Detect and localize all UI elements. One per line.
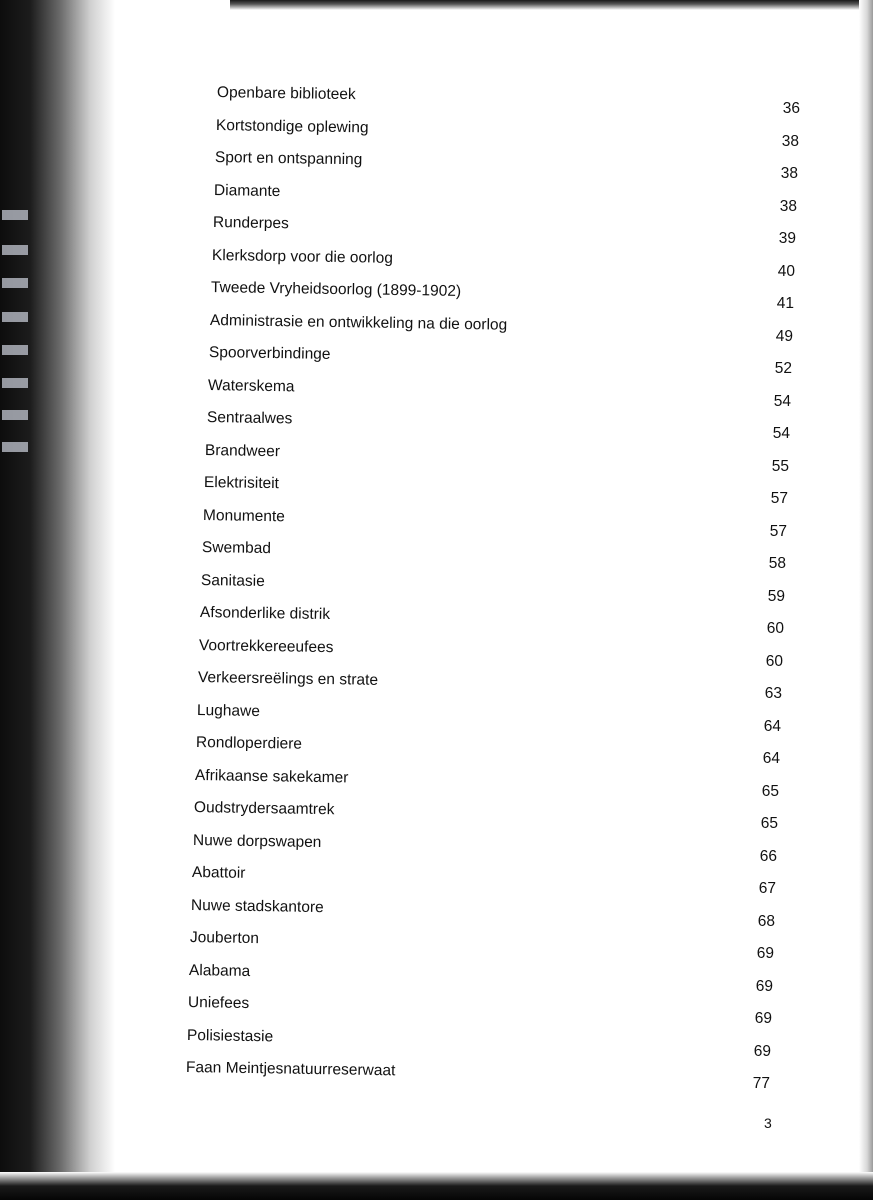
toc-entry-title: Voortrekkereeufees bbox=[199, 636, 334, 656]
toc-entry-title: Brandweer bbox=[205, 441, 281, 460]
toc-entry-page: 69 bbox=[753, 1042, 771, 1060]
toc-entry-page: 41 bbox=[776, 295, 794, 312]
toc-entry-page: 60 bbox=[766, 620, 784, 637]
toc-entry-page: 66 bbox=[759, 847, 777, 865]
toc-entry-title: Waterskema bbox=[207, 376, 295, 395]
toc-entry-title: Openbare biblioteek bbox=[216, 84, 356, 104]
toc-entry-title: Abattoir bbox=[191, 864, 246, 882]
toc-entry-page: 69 bbox=[756, 945, 774, 962]
toc-entry-title: Klerksdorp voor die oorlog bbox=[211, 246, 393, 267]
toc-entry-title: Sport en ontspanning bbox=[214, 149, 363, 169]
toc-entry-page: 58 bbox=[768, 555, 786, 572]
toc-entry-title: Monumente bbox=[203, 506, 286, 525]
toc-entry-title: Spoorverbindinge bbox=[208, 344, 331, 363]
toc-entry-title: Oudstrydersaamtrek bbox=[193, 799, 335, 819]
toc-entry-page: 59 bbox=[767, 587, 785, 605]
toc-entry-page: 49 bbox=[775, 327, 793, 345]
toc-entry-title: Kortstondige oplewing bbox=[215, 116, 369, 136]
toc-entry-title: Afrikaanse sakekamer bbox=[194, 766, 349, 786]
toc-entry-title: Runderpes bbox=[212, 214, 289, 233]
toc-entry-page: 77 bbox=[752, 1075, 770, 1092]
toc-entry-page: 36 bbox=[782, 100, 800, 117]
toc-entry-title: Administrasie en ontwikkeling na die oorlog bbox=[209, 311, 507, 334]
toc-entry-page: 68 bbox=[757, 912, 775, 930]
toc-entry-page: 67 bbox=[758, 880, 776, 897]
toc-entry-page: 65 bbox=[760, 815, 778, 832]
toc-entry-page: 57 bbox=[770, 490, 788, 507]
toc-entry-title: Jouberton bbox=[189, 929, 259, 948]
toc-entry-title: Afsonderlike distrik bbox=[200, 604, 331, 624]
toc-entry-page: 64 bbox=[763, 717, 781, 735]
toc-entry-page: 38 bbox=[781, 132, 799, 150]
toc-entry-title: Verkeersreëlings en strate bbox=[197, 669, 379, 689]
toc-entry-page: 69 bbox=[754, 1010, 772, 1027]
toc-entry-page: 39 bbox=[778, 230, 796, 247]
toc-entry-title: Lughawe bbox=[196, 701, 261, 720]
toc-entry-title: Uniefees bbox=[187, 994, 249, 1012]
toc-entry-page: 40 bbox=[777, 262, 795, 280]
toc-entry-page: 55 bbox=[771, 457, 789, 475]
toc-entry-title: Diamante bbox=[213, 181, 281, 200]
toc-entry-title: Nuwe stadskantore bbox=[190, 896, 324, 916]
toc-entry-page: 60 bbox=[765, 652, 783, 670]
toc-entry-page: 52 bbox=[774, 360, 792, 377]
toc-entry-title: Faan Meintjesnatuurreserwaat bbox=[185, 1059, 395, 1080]
toc-entry-title: Sanitasie bbox=[201, 571, 266, 590]
toc-entry-title: Polisiestasie bbox=[186, 1026, 273, 1045]
toc-entry-page: 69 bbox=[755, 977, 773, 995]
toc-entry-page: 38 bbox=[780, 165, 798, 182]
toc-entry-title: Rondloperdiere bbox=[195, 734, 303, 753]
toc-entry-page: 54 bbox=[772, 425, 790, 442]
toc-entry-title: Swembad bbox=[202, 539, 272, 558]
toc-entry-title: Nuwe dorpswapen bbox=[192, 831, 322, 851]
toc-entry-title: Tweede Vryheidsoorlog (1899-1902) bbox=[210, 279, 461, 300]
toc-entry-title: Sentraalwes bbox=[206, 409, 292, 428]
toc-entry-title: Alabama bbox=[188, 961, 250, 980]
toc-entry-page: 54 bbox=[773, 392, 791, 410]
toc-entry-page: 64 bbox=[762, 750, 780, 767]
toc-entry-title: Elektrisiteit bbox=[204, 474, 280, 493]
page-number: 3 bbox=[764, 1115, 772, 1131]
toc-entry-page: 63 bbox=[764, 685, 782, 702]
toc-entry-page: 57 bbox=[769, 522, 787, 540]
toc-entry-page: 38 bbox=[779, 197, 797, 215]
toc-entry-page: 65 bbox=[761, 782, 779, 800]
